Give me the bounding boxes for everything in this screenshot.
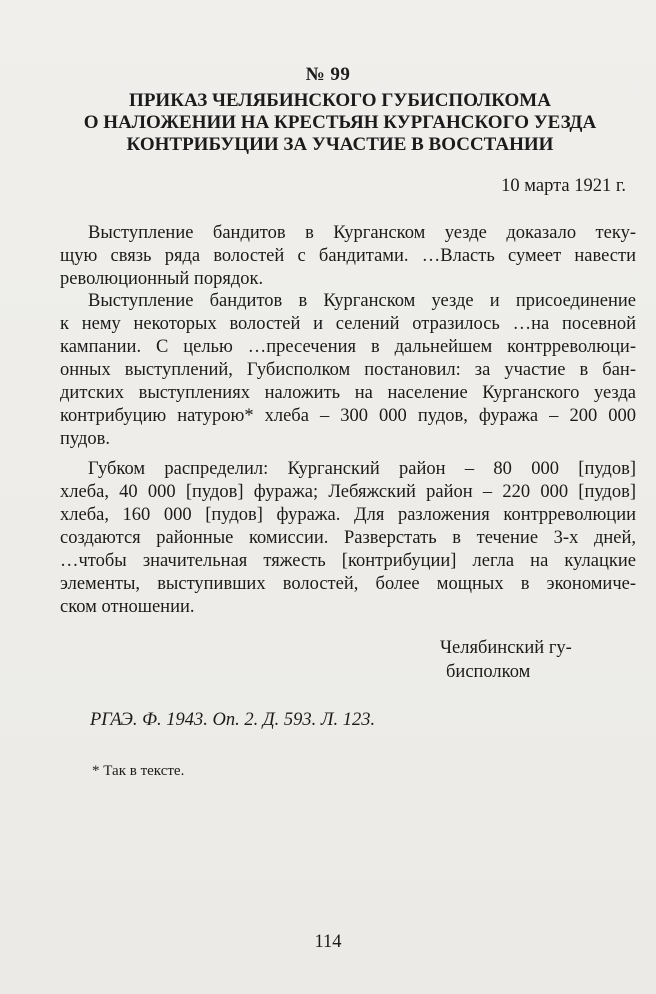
document-number: № 99 — [305, 64, 351, 85]
text-line: Губком распределил: Курганский район – 80 000 [пудов] — [88, 459, 636, 479]
text-line: пудов. — [60, 429, 111, 449]
title-line: ПРИКАЗ ЧЕЛЯБИНСКОГО ГУБИСПОЛКОМА — [129, 90, 551, 111]
paragraph-2 — [60, 290, 636, 451]
paragraph-1 — [60, 222, 636, 291]
text-line: кампании. С целью …пресечения в дальнейшем контрреволюци- — [60, 337, 636, 357]
signature-line: Челябинский гу- — [440, 638, 572, 658]
text-line: элементы, выступивших волостей, более мощных в экономиче- — [60, 574, 636, 594]
text-line: Выступление бандитов в Курганском уезде доказало теку- — [88, 223, 636, 243]
document-date: 10 марта 1921 г. — [501, 176, 626, 196]
signature — [440, 636, 572, 684]
text-line: создаются районные комиссии. Разверстать в течение 3-х дней, — [60, 528, 636, 548]
text-line: дитских выступлениях наложить на население Курганского уезда — [60, 383, 636, 403]
paragraph-3 — [60, 458, 636, 619]
archive-reference: РГАЭ. Ф. 1943. Оп. 2. Д. 593. Л. 123. — [90, 710, 376, 730]
text-line: ском отношении. — [60, 597, 195, 617]
text-line: к нему некоторых волостей и селений отразилось …на посевной — [60, 314, 636, 334]
text-line: хлеба, 40 000 [пудов] фуража; Лебяжский район – 220 000 [пудов] — [60, 482, 636, 502]
text-line: революционный порядок. — [60, 269, 264, 289]
document-title — [60, 90, 620, 156]
page-number: 114 — [314, 932, 342, 952]
footnote: * Так в тексте. — [92, 763, 185, 779]
title-line: О НАЛОЖЕНИИ НА КРЕСТЬЯН КУРГАНСКОГО УЕЗДА — [83, 112, 597, 133]
text-line: онных выступлений, Губисполком постановил: за участие в бан- — [60, 360, 636, 380]
signature-line: бисполком — [446, 662, 531, 682]
text-line: контрибуцию натурою* хлеба – 300 000 пудов, фуража – 200 000 — [60, 406, 636, 426]
text-line: щую связь ряда волостей с бандитами. …Власть сумеет навести — [60, 246, 636, 266]
text-line: …чтобы значительная тяжесть [контрибуции] легла на кулацкие — [60, 551, 636, 571]
text-line: Выступление бандитов в Курганском уезде и присоединение — [88, 291, 636, 311]
text-line: хлеба, 160 000 [пудов] фуража. Для разложения контрреволюции — [60, 505, 636, 525]
title-line: КОНТРИБУЦИИ ЗА УЧАСТИЕ В ВОССТАНИИ — [126, 134, 554, 155]
